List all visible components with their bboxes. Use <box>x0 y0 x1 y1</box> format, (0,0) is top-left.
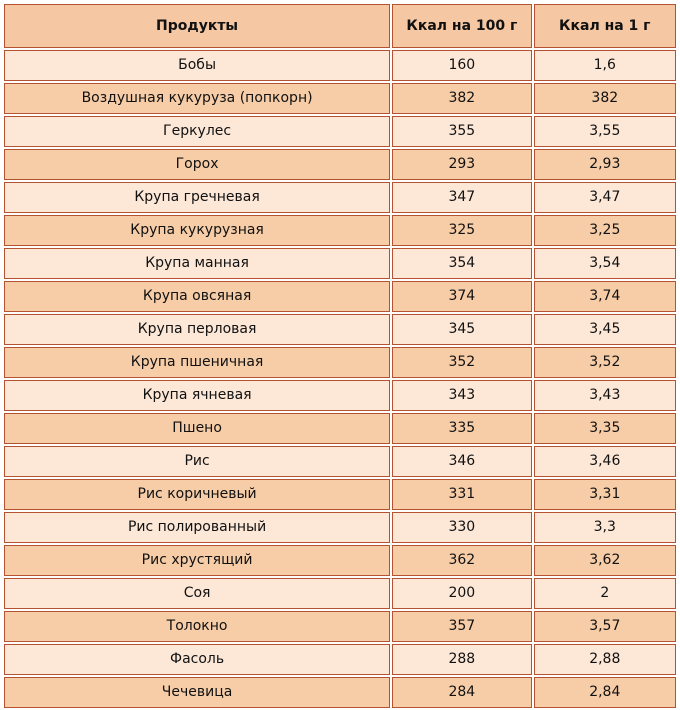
table-row <box>4 380 676 411</box>
table-row <box>4 83 676 114</box>
kcal-per-100g-cell: 352 <box>392 347 531 378</box>
table-row <box>4 149 676 180</box>
kcal-per-100g-cell: 284 <box>392 677 531 708</box>
kcal-per-1g-cell: 1,6 <box>534 50 676 81</box>
table-body <box>4 50 676 708</box>
product-name-cell: Чечевица <box>4 677 390 708</box>
kcal-per-100g-cell: 357 <box>392 611 531 642</box>
product-name-cell: Соя <box>4 578 390 609</box>
kcal-per-100g-cell: 293 <box>392 149 531 180</box>
header-kcal-per-1g: Ккал на 1 г <box>534 4 676 48</box>
product-name-cell: Рис хрустящий <box>4 545 390 576</box>
product-name-cell: Рис полированный <box>4 512 390 543</box>
calorie-table <box>2 2 678 710</box>
table-row <box>4 116 676 147</box>
kcal-per-1g-cell: 3,35 <box>534 413 676 444</box>
table-row <box>4 446 676 477</box>
kcal-per-1g-cell: 2,84 <box>534 677 676 708</box>
product-name-cell: Крупа ячневая <box>4 380 390 411</box>
table-row <box>4 479 676 510</box>
product-name-cell: Крупа перловая <box>4 314 390 345</box>
product-name-cell: Воздушная кукуруза (попкорн) <box>4 83 390 114</box>
table-row <box>4 347 676 378</box>
kcal-per-1g-cell: 3,46 <box>534 446 676 477</box>
header-products: Продукты <box>4 4 390 48</box>
product-name-cell: Толокно <box>4 611 390 642</box>
table-row <box>4 644 676 675</box>
kcal-per-100g-cell: 382 <box>392 83 531 114</box>
kcal-per-100g-cell: 362 <box>392 545 531 576</box>
kcal-per-1g-cell: 2,88 <box>534 644 676 675</box>
kcal-per-100g-cell: 355 <box>392 116 531 147</box>
kcal-per-100g-cell: 347 <box>392 182 531 213</box>
table-row <box>4 281 676 312</box>
kcal-per-1g-cell: 3,3 <box>534 512 676 543</box>
kcal-per-1g-cell: 3,25 <box>534 215 676 246</box>
kcal-per-100g-cell: 331 <box>392 479 531 510</box>
kcal-per-100g-cell: 354 <box>392 248 531 279</box>
product-name-cell: Рис коричневый <box>4 479 390 510</box>
kcal-per-100g-cell: 288 <box>392 644 531 675</box>
product-name-cell: Крупа пшеничная <box>4 347 390 378</box>
kcal-per-100g-cell: 335 <box>392 413 531 444</box>
table-row <box>4 611 676 642</box>
table-row <box>4 314 676 345</box>
kcal-per-100g-cell: 160 <box>392 50 531 81</box>
kcal-per-100g-cell: 374 <box>392 281 531 312</box>
product-name-cell: Геркулес <box>4 116 390 147</box>
product-name-cell: Крупа овсяная <box>4 281 390 312</box>
table-row <box>4 545 676 576</box>
kcal-per-1g-cell: 3,43 <box>534 380 676 411</box>
kcal-per-1g-cell: 2 <box>534 578 676 609</box>
table-row <box>4 248 676 279</box>
product-name-cell: Фасоль <box>4 644 390 675</box>
kcal-per-100g-cell: 325 <box>392 215 531 246</box>
kcal-per-1g-cell: 382 <box>534 83 676 114</box>
table-row <box>4 512 676 543</box>
table-header-row <box>4 4 676 48</box>
product-name-cell: Крупа кукурузная <box>4 215 390 246</box>
header-kcal-per-100g: Ккал на 100 г <box>392 4 531 48</box>
table-row <box>4 50 676 81</box>
product-name-cell: Горох <box>4 149 390 180</box>
table-row <box>4 182 676 213</box>
product-name-cell: Крупа манная <box>4 248 390 279</box>
table-row <box>4 413 676 444</box>
kcal-per-1g-cell: 3,47 <box>534 182 676 213</box>
product-name-cell: Рис <box>4 446 390 477</box>
kcal-per-1g-cell: 2,93 <box>534 149 676 180</box>
product-name-cell: Крупа гречневая <box>4 182 390 213</box>
product-name-cell: Бобы <box>4 50 390 81</box>
kcal-per-1g-cell: 3,54 <box>534 248 676 279</box>
kcal-per-1g-cell: 3,31 <box>534 479 676 510</box>
kcal-per-1g-cell: 3,74 <box>534 281 676 312</box>
kcal-per-100g-cell: 345 <box>392 314 531 345</box>
table-row <box>4 578 676 609</box>
kcal-per-100g-cell: 343 <box>392 380 531 411</box>
kcal-per-1g-cell: 3,57 <box>534 611 676 642</box>
kcal-per-1g-cell: 3,45 <box>534 314 676 345</box>
kcal-per-1g-cell: 3,55 <box>534 116 676 147</box>
product-name-cell: Пшено <box>4 413 390 444</box>
kcal-per-1g-cell: 3,62 <box>534 545 676 576</box>
kcal-per-100g-cell: 200 <box>392 578 531 609</box>
table-row <box>4 215 676 246</box>
kcal-per-1g-cell: 3,52 <box>534 347 676 378</box>
kcal-per-100g-cell: 330 <box>392 512 531 543</box>
table-row <box>4 677 676 708</box>
kcal-per-100g-cell: 346 <box>392 446 531 477</box>
